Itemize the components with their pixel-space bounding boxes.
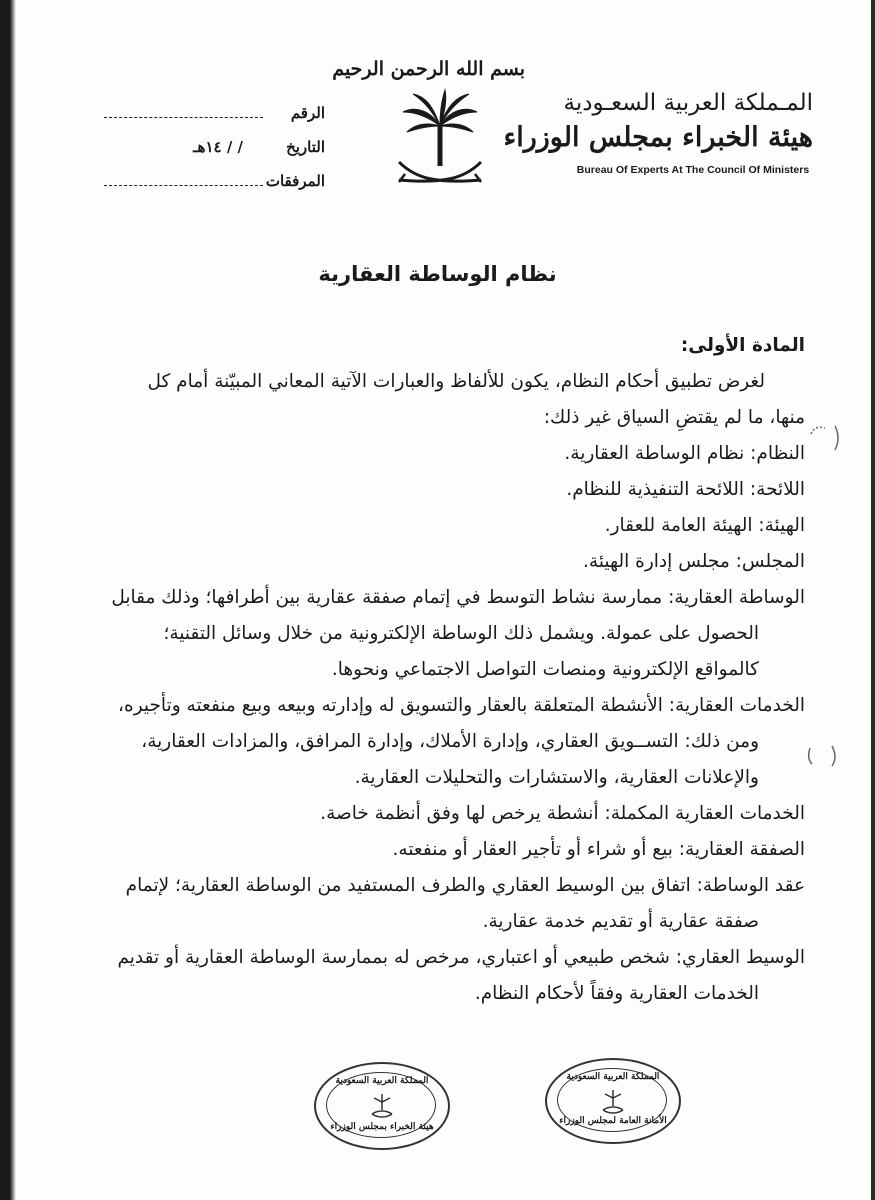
ref-number-row — [100, 104, 325, 138]
bureau-name-arabic: هيئة الخبراء بمجلس الوزراء — [503, 122, 813, 153]
ref-date-value: / / ١٤هـ — [193, 138, 243, 156]
margin-mark — [805, 420, 845, 456]
official-stamp-right — [545, 1058, 681, 1144]
definition-line: اللائحة: اللائحة التنفيذية للنظام. — [566, 479, 805, 500]
document-title: نظام الوساطة العقارية — [318, 262, 557, 286]
intro-line: منها، ما لم يقتضِ السياق غير ذلك: — [543, 407, 805, 428]
definition-line: الوسيط العقاري: شخص طبيعي أو اعتباري، مرخص له بممارسة الوساطة العقارية أو تقديم — [117, 947, 805, 968]
ref-attachments-row — [100, 172, 325, 206]
definition-line: الخدمات العقارية: الأنشطة المتعلقة بالعقار والتسويق له وإدارته وبيعه وبيع منفعته وتأجيره، — [118, 695, 805, 716]
definition-continuation: صفقة عقارية أو تقديم خدمة عقارية. — [482, 911, 759, 932]
stamp-text: المملكة العربية السعودية — [566, 1072, 660, 1082]
stamp-text: هيئة الخبراء بمجلس الوزراء — [330, 1122, 434, 1132]
official-stamp-left — [314, 1062, 450, 1150]
definition-line: الهيئة: الهيئة العامة للعقار. — [604, 515, 805, 536]
ref-date-label: التاريخ — [286, 138, 325, 156]
ref-attachments-label: المرفقات — [265, 172, 325, 190]
definition-line: الخدمات العقارية المكملة: أنشطة يرخص لها وفق أنظمة خاصة. — [320, 803, 805, 824]
definition-line: النظام: نظام الوساطة العقارية. — [564, 443, 805, 464]
kingdom-name: المـملكة العربية السعـودية — [563, 90, 813, 116]
stamp-text: الأمانة العامة لمجلس الوزراء — [559, 1116, 667, 1126]
article-heading: المادة الأولى: — [680, 335, 805, 356]
ref-date-row — [100, 138, 325, 172]
definition-continuation: والإعلانات العقارية، والاستشارات والتحليلات العقارية. — [354, 767, 759, 788]
scan-edge-left — [0, 0, 16, 1200]
ref-number-line — [104, 107, 263, 118]
definition-line: المجلس: مجلس إدارة الهيئة. — [583, 551, 805, 572]
stamp-emblem-icon — [595, 1086, 631, 1116]
stamp-text: المملكة العربية السعودية — [335, 1076, 429, 1086]
basmala: بسم الله الرحمن الرحيم — [332, 58, 525, 80]
definition-continuation: الحصول على عمولة. ويشمل ذلك الوساطة الإلكترونية من خلال وسائل التقنية؛ — [163, 623, 759, 644]
definition-line: عقد الوساطة: اتفاق بين الوسيط العقاري والطرف المستفيد من الوساطة العقارية؛ لإتمام — [125, 875, 805, 896]
definition-line: الوساطة العقارية: ممارسة نشاط التوسط في إتمام صفقة عقارية بين أطرافها؛ وذلك مقابل — [111, 587, 805, 608]
ref-attachments-line — [104, 175, 263, 186]
stamp-emblem-icon — [364, 1090, 400, 1120]
definition-continuation: كالمواقع الإلكترونية ومنصات التواصل الاجتماعي ونحوها. — [331, 659, 759, 680]
intro-line: لغرض تطبيق أحكام النظام، يكون للألفاظ والعبارات الآتية المعاني المبيّنة أمام كل — [147, 371, 765, 392]
definition-line: الصفقة العقارية: بيع أو شراء أو تأجير العقار أو منفعته. — [392, 839, 805, 860]
ref-number-label: الرقم — [290, 104, 325, 122]
letterhead-institution — [503, 90, 813, 176]
definition-continuation: ومن ذلك: التســويق العقاري، وإدارة الأملاك، وإدارة المرافق، والمزادات العقارية، — [141, 731, 759, 752]
scan-edge-right — [871, 0, 875, 1200]
definition-continuation: الخدمات العقارية وفقاً لأحكام النظام. — [474, 983, 759, 1004]
palm-swords-emblem-icon — [385, 88, 495, 198]
document-body — [65, 328, 805, 1012]
bureau-name-english: Bureau Of Experts At The Council Of Ministers — [576, 164, 810, 176]
margin-mark — [802, 738, 842, 774]
reference-fields — [100, 104, 325, 206]
